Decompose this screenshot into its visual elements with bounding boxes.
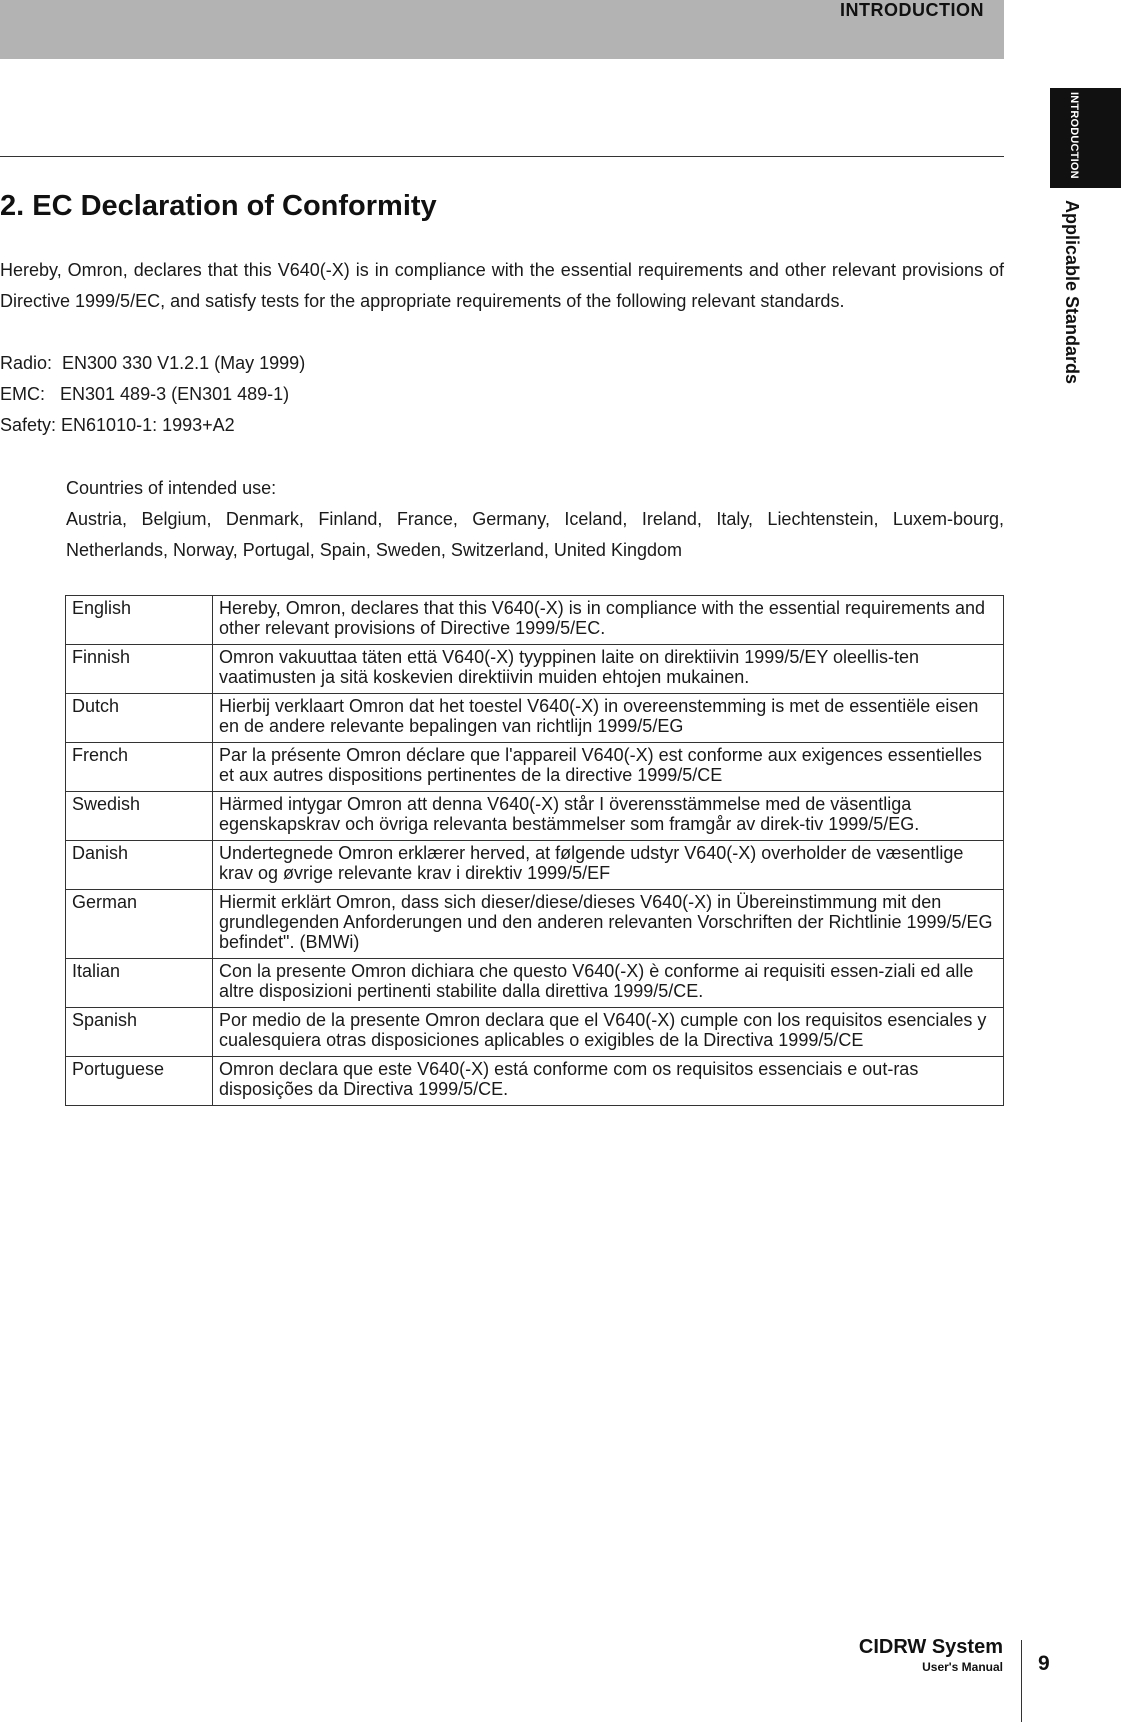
- table-row: [66, 890, 1004, 959]
- heading-rule: [0, 156, 1004, 157]
- countries-list: Austria, Belgium, Denmark, Finland, France, Germany, Iceland, Ireland, Italy, Liechtenstein, Luxem-bourg, Netherlands, Norway, Portugal, Spain, Sweden, Switzerland, United Kingdom: [66, 509, 1004, 560]
- standard-radio: Radio: EN300 330 V1.2.1 (May 1999): [0, 353, 306, 373]
- language-cell: Danish: [66, 841, 213, 890]
- table-row: [66, 1057, 1004, 1106]
- header-title: INTRODUCTION: [840, 0, 984, 20]
- language-cell: Swedish: [66, 792, 213, 841]
- language-cell: Italian: [66, 959, 213, 1008]
- declaration-cell: Omron declara que este V640(-X) está conforme com os requisitos essenciais e out-ras disposições da Directiva 1999/5/CE.: [213, 1057, 1004, 1106]
- table-row: [66, 959, 1004, 1008]
- countries-label: Countries of intended use:: [66, 478, 277, 498]
- declaration-cell: Hereby, Omron, declares that this V640(-X) is in compliance with the essential requirements and other relevant provisions of Directive 1999/5/EC.: [213, 596, 1004, 645]
- declaration-cell: Undertegnede Omron erklærer herved, at følgende udstyr V640(-X) overholder de væsentlige krav og øvrige relevante krav i direktiv 1999/5/EF: [213, 841, 1004, 890]
- language-cell: English: [66, 596, 213, 645]
- side-tab-label: INTRODUCTION: [1068, 92, 1080, 179]
- declaration-cell: Härmed intygar Omron att denna V640(-X) står I överensstämmelse med de väsentliga egenskapskrav och övriga relevanta bestämmelser som framgår av direk-tiv 1999/5/EG.: [213, 792, 1004, 841]
- table-row: [66, 596, 1004, 645]
- declaration-cell: Hierbij verklaart Omron dat het toestel V640(-X) in overeenstemming is met de essentiële eisen en de andere relevante bepalingen van richtlijn 1999/5/EG: [213, 694, 1004, 743]
- language-cell: Finnish: [66, 645, 213, 694]
- footer-divider: [1021, 1640, 1022, 1722]
- language-cell: French: [66, 743, 213, 792]
- table-row: [66, 792, 1004, 841]
- language-cell: Spanish: [66, 1008, 213, 1057]
- footer-title: CIDRW System: [858, 1636, 1003, 1658]
- page-number: 9: [1038, 1652, 1050, 1675]
- declarations-table: [65, 595, 1004, 1106]
- declaration-cell: Por medio de la presente Omron declara que el V640(-X) cumple con los requisitos esenciales y cualesquiera otras disposiciones aplicables o exigibles de la Directiva 1999/5/CE: [213, 1008, 1004, 1057]
- declaration-cell: Hiermit erklärt Omron, dass sich dieser/diese/dieses V640(-X) in Übereinstimmung mit den grundlegenden Anforderungen und den anderen relevanten Vorschriften der Richtlinie 1999/5/EG befindet". (BMWi): [213, 890, 1004, 959]
- table-row: [66, 743, 1004, 792]
- standard-emc: EMC: EN301 489-3 (EN301 489-1): [0, 384, 290, 404]
- language-cell: German: [66, 890, 213, 959]
- language-cell: Portuguese: [66, 1057, 213, 1106]
- section-heading: 2. EC Declaration of Conformity: [0, 190, 437, 222]
- table-row: [66, 694, 1004, 743]
- declaration-cell: Con la presente Omron dichiara che questo V640(-X) è conforme ai requisiti essen-ziali ed alle altre disposizioni pertinenti stabilite dalla direttiva 1999/5/CE.: [213, 959, 1004, 1008]
- header-bar: [0, 0, 1004, 59]
- table-row: [66, 645, 1004, 694]
- language-cell: Dutch: [66, 694, 213, 743]
- intro-paragraph: Hereby, Omron, declares that this V640(-X) is in compliance with the essential requirements and other relevant provisions of Directive 1999/5/EC, and satisfy tests for the appropriate requirements of the following relevant standards.: [0, 260, 1004, 311]
- standard-safety: Safety: EN61010-1: 1993+A2: [0, 415, 235, 435]
- side-section-label: Applicable Standards: [1062, 200, 1082, 385]
- table-row: [66, 1008, 1004, 1057]
- footer-subtitle: User's Manual: [922, 1660, 1003, 1674]
- declaration-cell: Par la présente Omron déclare que l'appareil V640(-X) est conforme aux exigences essentielles et aux autres dispositions pertinentes de la directive 1999/5/CE: [213, 743, 1004, 792]
- table-row: [66, 841, 1004, 890]
- declaration-cell: Omron vakuuttaa täten että V640(-X) tyyppinen laite on direktiivin 1999/5/EY oleellis-ten vaatimusten ja sitä koskevien direktiivin muiden ehtojen mukainen.: [213, 645, 1004, 694]
